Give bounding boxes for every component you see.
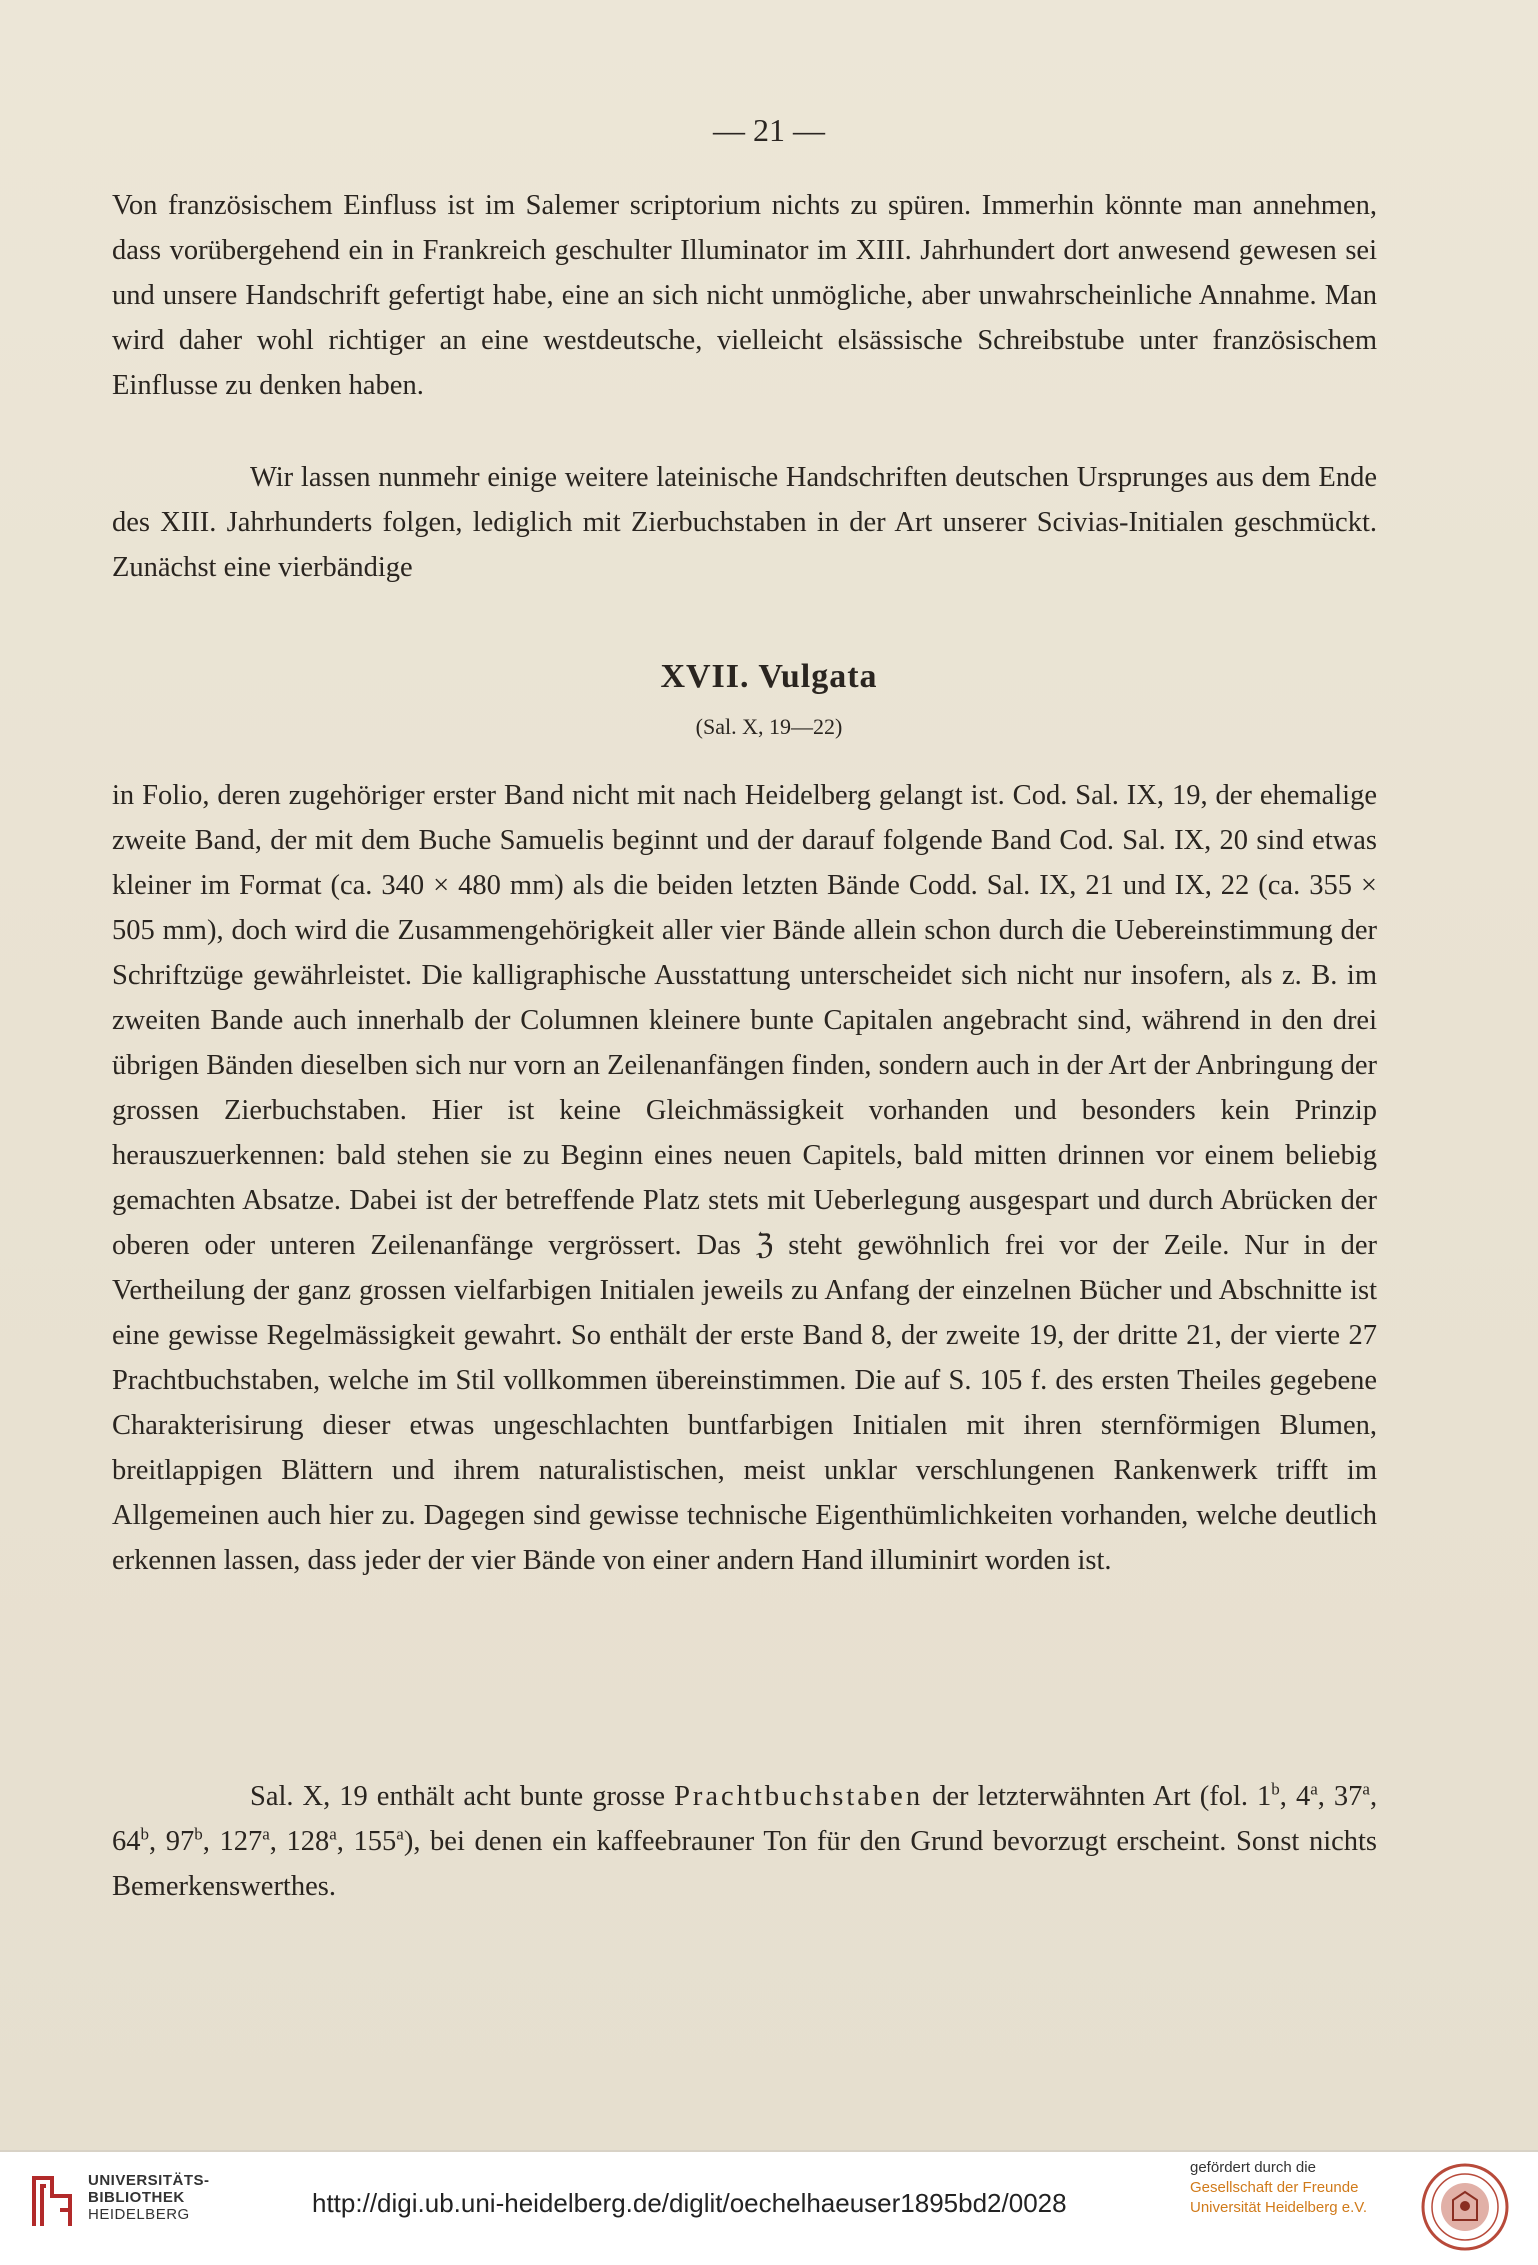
paragraph-3	[112, 773, 1377, 1583]
ub-heidelberg-logo-icon[interactable]	[30, 2170, 76, 2232]
library-name-line-2: BIBLIOTHEK	[88, 2189, 185, 2206]
folio-sup: a	[396, 1824, 404, 1844]
folio-sup: b	[194, 1824, 203, 1844]
sponsor-line-2: Gesellschaft der Freunde	[1190, 2179, 1359, 2196]
folio-sup: a	[1310, 1779, 1318, 1799]
page-number: — 21 —	[713, 112, 825, 148]
footer-bar	[0, 2150, 1538, 2265]
paragraph-3-text: in Folio, deren zugehöriger erster Band nicht mit nach Heidelberg gelangt ist. Cod. Sal. IX, 19, der ehemalige zweite Band, der mit dem Buche Samuelis beginnt und der darauf folgende Band Cod. Sal. IX, 20 sind etwas kleiner im Format (ca. 340 × 480 mm) als die beiden letzten Bände Codd. Sal. IX, 21 und IX, 22 (ca. 355 × 505 mm), doch wird die Zusammengehörigkeit aller vier Bände allein schon durch die Uebereinstimmung der Schriftzüge gewährleistet. Die kalligraphische Ausstattung unterscheidet sich nicht nur insofern, als z. B. im zweiten Bande auch innerhalb der Columnen kleinere bunte Capitalen angebracht sind, während in den drei übrigen Bänden dieselben sich nur vorn an Zeilenanfängen finden, sondern auch in der Art der Anbringung der grossen Zierbuchstaben. Hier ist keine Gleichmässigkeit vorhanden und besonders kein Prinzip herauszuerkennen: bald stehen sie zu Beginn eines neuen Capitels, bald mitten drinnen vor einem beliebig gemachten Absatze. Dabei ist der betreffende Platz stets mit Ueberlegung ausgespart und durch Abrücken der oberen oder unteren Zeilenanfänge vergrössert. Das ℨ steht gewöhnlich frei vor der Zeile. Nur in der Vertheilung der ganz grossen vielfarbigen Initialen jeweils zu Anfang der einzelnen Bücher und Abschnitte ist eine gewisse Regelmässigkeit gewahrt. So enthält der erste Band 8, der zweite 19, der dritte 21, der vierte 27 Prachtbuchstaben, welche im Stil vollkommen übereinstimmen. Die auf S. 105 f. des ersten Theiles gegebene Charakterisirung dieser etwas ungeschlachten buntfarbigen Initialen mit ihren sternförmigen Blumen, breitlappigen Blättern und ihrem naturalistischen, meist unklar verschlungenen Rankenwerk trifft im Allgemeinen auch hier zu. Dagegen sind gewisse technische Eigenthümlichkeiten vorhanden, welche deutlich erkennen lassen, dass jeder der vier Bände von einer andern Hand illuminirt worden ist.	[112, 780, 1377, 1576]
paragraph-2-text: Wir lassen nunmehr einige weitere lateinische Handschriften deutschen Ursprunges aus dem Ende des XIII. Jahrhunderts folgen, lediglich mit Zierbuchstaben in der Art unserer Scivias-Initialen geschmückt. Zunächst eine vierbändige	[112, 462, 1377, 583]
footer-divider	[0, 2150, 1538, 2152]
library-name[interactable]	[88, 2172, 210, 2223]
paragraph-4-spaced-word: Prachtbuchstaben	[674, 1781, 924, 1812]
section-heading: XVII. Vulgata	[660, 658, 878, 695]
sponsor-credit	[1190, 2158, 1410, 2218]
paragraph-4-part-a: Sal. X, 19 enthält acht bunte grosse	[250, 1781, 666, 1812]
paragraph-4	[112, 1774, 1377, 1909]
folio-sup: b	[1271, 1779, 1280, 1799]
paragraph-4-part-b: der letzterwähnten Art (fol. 1	[932, 1781, 1272, 1812]
folio-num: 37	[1333, 1781, 1363, 1812]
paragraph-1	[112, 183, 1377, 408]
paragraph-2	[112, 455, 1377, 590]
folio-num: 64	[112, 1826, 141, 1857]
permalink-url[interactable]: http://digi.ub.uni-heidelberg.de/diglit/oechelhaeuser1895bd2/0028	[312, 2188, 1067, 2218]
folio-num: 155	[353, 1826, 397, 1857]
university-seal-icon	[1420, 2162, 1510, 2252]
folio-num: 97	[165, 1826, 195, 1857]
library-name-line-3: HEIDELBERG	[88, 2206, 190, 2223]
paragraph-4-part-c: ), bei denen ein kaffeebrauner Ton für den Grund bevorzugt erscheint. Sonst nichts Bemerkenswerthes.	[112, 1826, 1378, 1902]
sponsor-line-3: Universität Heidelberg e.V.	[1190, 2199, 1368, 2216]
folio-sup: a	[329, 1824, 337, 1844]
folio-num: 127	[219, 1826, 263, 1857]
folio-num: 128	[286, 1826, 330, 1857]
folio-num: 4	[1295, 1781, 1311, 1812]
paragraph-4-text: Sal. X, 19 enthält acht bunte grosse Prachtbuchstaben der letzterwähnten Art (fol. 1$^b$, 4$^a$, 37$^a$, 64$^b$, 97$^b$, 127$^a$, 128$^a$, 155$^a$), bei denen ein kaffeebrauner Ton für den Grund bevorzugt erscheint. Sonst nichts Bemerkenswerthes.	[112, 1779, 1378, 1902]
folio-sup: a	[1362, 1779, 1370, 1799]
folio-sup: b	[140, 1824, 149, 1844]
section-subheading: (Sal. X, 19—22)	[695, 714, 843, 739]
library-name-line-1: UNIVERSITÄTS-	[88, 2172, 210, 2189]
sponsor-line-1: gefördert durch die	[1190, 2159, 1316, 2176]
paragraph-1-text: Von französischem Einfluss ist im Salemer scriptorium nichts zu spüren. Immerhin könnte man annehmen, dass vorübergehend ein in Frankreich geschulter Illuminator im XIII. Jahrhundert dort anwesend gewesen sei und unsere Handschrift gefertigt habe, eine an sich nicht unmögliche, aber unwahrscheinliche Annahme. Man wird daher wohl richtiger an eine westdeutsche, vielleicht elsässische Schreibstube unter französischem Einflusse zu denken haben.	[112, 190, 1377, 401]
folio-sup: a	[262, 1824, 270, 1844]
